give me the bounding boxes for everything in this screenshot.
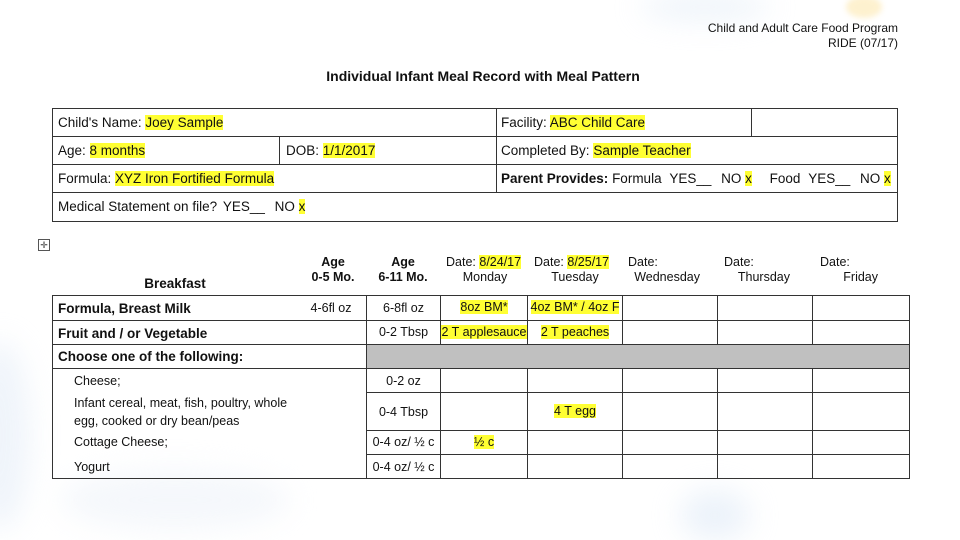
grid-line xyxy=(717,295,718,344)
form-code-header xyxy=(708,21,898,51)
age-6-11-amount: 0-2 Tbsp xyxy=(378,325,429,339)
age-6-11-amount: 0-4 oz/ ½ c xyxy=(372,460,435,474)
entry-value: 8oz BM* xyxy=(460,300,508,314)
entry-value: ½ c xyxy=(473,435,495,449)
entry-value: 4 T egg xyxy=(554,404,596,418)
completed-by-value: Sample Teacher xyxy=(593,143,691,158)
formula-label: Formula: xyxy=(58,171,112,186)
grid-line xyxy=(812,368,813,479)
age-label: Age: xyxy=(58,143,86,158)
medical-mark: x xyxy=(298,199,306,214)
medical-statement-label: Medical Statement on file? xyxy=(58,199,218,214)
monday-entry xyxy=(441,300,527,314)
parent-formula-yes: YES__ xyxy=(669,171,712,186)
grid-line xyxy=(52,368,910,369)
facility-cell xyxy=(496,109,645,137)
tuesday-entry xyxy=(528,404,622,418)
decor-blob xyxy=(680,490,750,540)
child-name-cell xyxy=(53,109,223,137)
parent-provides-cell xyxy=(496,165,891,193)
date-label: Date: xyxy=(534,255,564,269)
medical-no: NO xyxy=(274,199,295,214)
dob-label: DOB: xyxy=(286,143,320,158)
child-name-value: Joey Sample xyxy=(145,115,224,130)
age-col-0-5 xyxy=(296,255,370,285)
shaded-row xyxy=(366,344,910,368)
parent-food-mark: x xyxy=(884,171,891,186)
age-col-range: 6-11 Mo. xyxy=(378,270,428,284)
age-6-11-amount: 0-2 oz xyxy=(386,374,421,388)
grid-line xyxy=(622,368,623,479)
grid-line xyxy=(52,344,910,345)
day-label: Monday xyxy=(462,270,508,284)
grid-line xyxy=(440,368,441,479)
entry-value: 2 T peaches xyxy=(540,325,610,339)
facility-value: ABC Child Care xyxy=(549,115,646,130)
age-6-11-amount: 6-8fl oz xyxy=(383,301,424,315)
formula-cell xyxy=(53,165,274,193)
day-label: Tuesday xyxy=(551,270,599,284)
parent-food-yes: YES__ xyxy=(808,171,851,186)
row-label-choose: Choose one of the following: xyxy=(58,349,244,364)
row-label-cereal-cont: egg, cooked or dry bean/peas xyxy=(74,414,240,428)
parent-food-no: NO xyxy=(860,171,881,186)
medical-statement-cell xyxy=(53,193,305,221)
monday-entry xyxy=(441,435,527,449)
medical-yes: YES__ xyxy=(222,199,265,214)
age-col-label: Age xyxy=(321,255,345,269)
info-row-formula xyxy=(53,165,897,193)
day-col-friday xyxy=(812,255,910,285)
age-col-range: 0-5 Mo. xyxy=(311,270,355,284)
info-row-name xyxy=(53,109,897,137)
entry-value: 2 T applesauce xyxy=(441,325,527,339)
age-6-11-amount: 0-4 oz/ ½ c xyxy=(372,435,435,449)
date-label: Date: xyxy=(628,255,658,269)
day-col-tuesday xyxy=(528,255,622,285)
date-value: 8/24/17 xyxy=(479,255,522,269)
divider xyxy=(279,137,280,165)
parent-formula-mark: x xyxy=(745,171,752,186)
row-label-cereal: Infant cereal, meat, fish, poultry, whole xyxy=(74,396,288,410)
tuesday-entry xyxy=(528,325,622,339)
monday-entry xyxy=(441,325,527,339)
age-col-label: Age xyxy=(391,255,415,269)
facility-label: Facility: xyxy=(501,115,547,130)
page-title: Individual Infant Meal Record with Meal Pattern xyxy=(326,68,640,84)
form-code: RIDE (07/17) xyxy=(827,36,898,50)
program-name: Child and Adult Care Food Program xyxy=(707,21,898,35)
date-value: 8/25/17 xyxy=(567,255,610,269)
grid-line xyxy=(52,295,910,296)
parent-food-label: Food xyxy=(769,171,801,186)
row-label-formula: Formula, Breast Milk xyxy=(58,301,191,316)
grid-line xyxy=(717,368,718,479)
grid-line xyxy=(366,454,910,455)
grid-line xyxy=(812,295,813,344)
grid-line xyxy=(366,430,910,431)
child-name-label: Child's Name: xyxy=(58,115,142,130)
tuesday-entry xyxy=(528,300,622,314)
day-label: Thursday xyxy=(737,270,790,284)
parent-provides-label: Parent Provides: xyxy=(501,171,609,186)
date-label: Date: xyxy=(446,255,476,269)
day-col-monday xyxy=(442,255,528,285)
row-label-cheese: Cheese; xyxy=(74,374,121,388)
parent-formula-label: Formula xyxy=(612,171,662,186)
decor-blob xyxy=(846,0,882,18)
decor-blob xyxy=(60,470,290,530)
completed-by-label: Completed By: xyxy=(501,143,590,158)
day-col-thursday xyxy=(718,255,812,285)
info-row-medical xyxy=(53,193,897,221)
age-6-11-amount: 0-4 Tbsp xyxy=(378,405,429,419)
grid-line xyxy=(52,320,910,321)
day-label: Friday xyxy=(843,270,878,284)
parent-formula-no: NO xyxy=(721,171,742,186)
entry-value: 4oz BM* / 4oz F xyxy=(530,300,620,314)
grid-line xyxy=(622,295,623,344)
child-info-table xyxy=(52,108,898,222)
day-col-wednesday xyxy=(622,255,718,285)
row-label-fruit-veg: Fruit and / or Vegetable xyxy=(58,326,208,341)
decor-blob xyxy=(0,340,30,530)
divider xyxy=(751,109,752,137)
row-label-cottage-cheese: Cottage Cheese; xyxy=(74,435,168,449)
grid-line xyxy=(527,368,528,479)
grid-line xyxy=(366,392,910,393)
date-label: Date: xyxy=(724,255,754,269)
formula-value: XYZ Iron Fortified Formula xyxy=(115,171,275,186)
grid-line xyxy=(909,295,910,479)
section-breakfast: Breakfast xyxy=(144,276,206,291)
date-label: Date: xyxy=(820,255,850,269)
completed-by-cell xyxy=(496,137,691,165)
grid-line xyxy=(52,478,910,479)
day-label: Wednesday xyxy=(634,270,700,284)
dob-cell xyxy=(281,137,375,165)
dob-value: 1/1/2017 xyxy=(322,143,376,158)
age-col-6-11 xyxy=(366,255,440,285)
age-0-5-amount: 4-6fl oz xyxy=(310,301,352,315)
info-row-age xyxy=(53,137,897,165)
grid-line xyxy=(52,295,53,479)
age-cell xyxy=(53,137,145,165)
row-label-yogurt: Yogurt xyxy=(74,460,110,474)
age-value: 8 months xyxy=(89,143,146,158)
table-move-handle[interactable]: ✛ xyxy=(38,239,50,251)
decor-blob xyxy=(640,0,770,20)
